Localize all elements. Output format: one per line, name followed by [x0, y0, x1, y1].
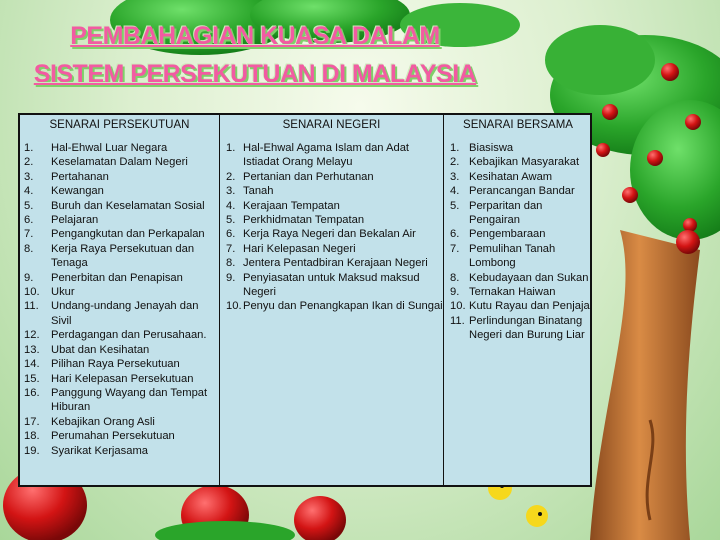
list-item-number: 2.	[450, 156, 460, 169]
list-item-text: Biasiswa	[469, 142, 514, 154]
list-item	[24, 429, 219, 443]
list-item	[450, 285, 592, 299]
list-item-number: 4.	[226, 199, 236, 212]
list-item	[226, 199, 443, 213]
list-item-number: 8.	[450, 271, 460, 284]
list-item-text: Ukur	[51, 286, 75, 299]
list-item	[226, 271, 443, 300]
list-item-number: 8.	[226, 257, 236, 270]
list-item	[226, 256, 443, 270]
column-state	[220, 115, 444, 485]
list-item-number: 7.	[450, 242, 460, 255]
list-item-text: Penerbitan dan Penapisan	[51, 271, 183, 284]
list-item-number: 3.	[226, 185, 236, 198]
list-item	[24, 242, 219, 271]
list-item-number: 5.	[450, 199, 460, 212]
list-item	[24, 141, 219, 155]
list-item-text: Pilihan Raya Persekutuan	[51, 358, 180, 371]
list-item-number: 15.	[24, 372, 40, 385]
list-item-number: 16.	[24, 386, 40, 399]
list-item	[450, 271, 592, 285]
list-item-text: Kerja Raya Negeri dan Bekalan Air	[243, 228, 416, 241]
list-item-text: Kebudayaan dan Sukan	[469, 271, 589, 284]
list-item-text: Hal-Ehwal Luar Negara	[51, 142, 168, 154]
power-distribution-table	[18, 113, 592, 487]
list-item-number: 17.	[24, 415, 40, 428]
list-item-text: Pertanian dan Perhutanan	[243, 170, 374, 183]
list-item	[24, 444, 219, 458]
list-item-number: 13.	[24, 343, 40, 356]
list-item-number: 9.	[450, 286, 460, 299]
list-item-text: Kesihatan Awam	[469, 170, 553, 183]
list-item	[450, 227, 592, 241]
list-item	[226, 141, 443, 170]
list-item-number: 6.	[450, 228, 460, 241]
list-item-number: 11.	[450, 314, 465, 327]
list-item-number: 6.	[24, 214, 34, 227]
list-item	[24, 343, 219, 357]
list-item-text: Pengangkutan dan Perkapalan	[51, 228, 205, 241]
list-item	[226, 242, 443, 256]
list-item	[24, 285, 219, 299]
list-item	[24, 227, 219, 241]
list-item-number: 19.	[24, 444, 40, 457]
list-item-number: 3.	[24, 170, 34, 183]
state-list	[220, 137, 443, 314]
list-item	[24, 213, 219, 227]
list-item-number: 4.	[450, 185, 460, 198]
list-item	[24, 155, 219, 169]
list-item-text: Pertahanan	[51, 170, 109, 183]
list-item-text: Perancangan Bandar	[469, 185, 575, 198]
list-item-number: 1.	[24, 142, 34, 154]
list-item-number: 5.	[24, 199, 34, 212]
list-item-number: 10.	[24, 286, 40, 299]
list-item-number: 14.	[24, 358, 40, 371]
list-item	[24, 199, 219, 213]
list-item-number: 1.	[450, 142, 460, 154]
list-item-text: Kerja Raya Persekutuan dan Tenaga	[51, 242, 195, 270]
tree-trunk	[590, 230, 700, 540]
column-header: SENARAI PERSEKUTUAN	[49, 119, 190, 131]
federal-list	[20, 137, 219, 458]
list-item-number: 7.	[226, 242, 236, 255]
list-item	[24, 184, 219, 198]
list-item	[24, 357, 219, 371]
list-item-number: 2.	[226, 170, 236, 183]
list-item	[24, 170, 219, 184]
list-item-text: Perlindungan Binatang Negeri dan Burung Liar	[469, 314, 585, 342]
page-title-line2: SISTEM PERSEKUTUAN DI MALAYSIA	[33, 60, 477, 88]
list-item	[226, 184, 443, 198]
list-item	[226, 227, 443, 241]
list-item-number: 7.	[24, 228, 34, 241]
list-item-text: Hari Kelepasan Negeri	[243, 242, 356, 255]
list-item-number: 5.	[226, 214, 236, 227]
list-item-text: Penyiasatan untuk Maksud maksud Negeri	[243, 271, 420, 299]
list-item-number: 1.	[226, 142, 236, 154]
list-item-text: Jentera Pentadbiran Kerajaan Negeri	[243, 257, 428, 270]
list-item	[450, 170, 592, 184]
list-item-text: Tanah	[243, 185, 274, 198]
list-item	[226, 170, 443, 184]
list-item	[450, 141, 592, 155]
list-item-number: 10.	[450, 300, 466, 313]
list-item	[450, 199, 592, 228]
list-item-text: Buruh dan Keselamatan Sosial	[51, 199, 205, 212]
list-item-number: 9.	[24, 271, 34, 284]
list-item	[450, 242, 592, 271]
list-item-text: Ternakan Haiwan	[469, 286, 556, 299]
list-item-text: Keselamatan Dalam Negeri	[51, 156, 188, 169]
list-item-number: 10.	[226, 300, 242, 313]
list-item	[450, 314, 592, 343]
list-item-text: Pemulihan Tanah Lombong	[469, 242, 556, 270]
list-item-number: 3.	[450, 170, 460, 183]
list-item-text: Hari Kelepasan Persekutuan	[51, 372, 194, 385]
list-item-number: 12.	[24, 329, 40, 342]
list-item-text: Pengembaraan	[469, 228, 546, 241]
concurrent-list	[444, 137, 592, 343]
list-item-text: Kebajikan Orang Asli	[51, 415, 155, 428]
column-concurrent	[444, 115, 592, 485]
list-item-number: 18.	[24, 430, 40, 443]
list-item-text: Kutu Rayau dan Penjaja	[469, 300, 590, 313]
list-item-text: Kebajikan Masyarakat	[469, 156, 580, 169]
list-item-text: Panggung Wayang dan Tempat Hiburan	[51, 386, 208, 414]
list-item	[24, 271, 219, 285]
list-item-text: Penyu dan Penangkapan Ikan di Sungai	[243, 300, 443, 313]
list-item-number: 6.	[226, 228, 236, 241]
column-header: SENARAI NEGERI	[282, 119, 381, 131]
list-item	[226, 213, 443, 227]
list-item-text: Pelajaran	[51, 214, 99, 227]
list-item-text: Undang-undang Jenayah dan Sivil	[51, 300, 199, 327]
list-item	[24, 386, 219, 415]
list-item	[24, 299, 219, 328]
list-item-text: Kerajaan Tempatan	[243, 199, 340, 212]
list-item-text: Perdagangan dan Perusahaan.	[51, 329, 207, 342]
list-item	[24, 372, 219, 386]
list-item-text: Perumahan Persekutuan	[51, 430, 175, 443]
list-item-number: 11.	[24, 300, 39, 313]
list-item	[24, 415, 219, 429]
list-item	[450, 184, 592, 198]
list-item-text: Perparitan dan Pengairan	[469, 199, 543, 227]
list-item-number: 2.	[24, 156, 34, 169]
list-item-text: Hal-Ehwal Agama Islam dan Adat Istiadat Orang Melayu	[243, 142, 410, 169]
column-header: SENARAI BERSAMA	[463, 119, 573, 131]
list-item-number: 8.	[24, 242, 34, 255]
list-item	[450, 299, 592, 313]
list-item-text: Kewangan	[51, 185, 104, 198]
column-federal	[20, 115, 220, 485]
list-item-text: Perkhidmatan Tempatan	[243, 214, 365, 227]
list-item	[226, 299, 443, 313]
list-item	[24, 328, 219, 342]
list-item-number: 4.	[24, 185, 34, 198]
page-title-line1: PEMBAHAGIAN KUASA DALAM	[70, 22, 440, 50]
list-item-text: Ubat dan Kesihatan	[51, 343, 150, 356]
list-item	[450, 155, 592, 169]
list-item-text: Syarikat Kerjasama	[51, 444, 148, 457]
list-item-number: 9.	[226, 271, 236, 284]
